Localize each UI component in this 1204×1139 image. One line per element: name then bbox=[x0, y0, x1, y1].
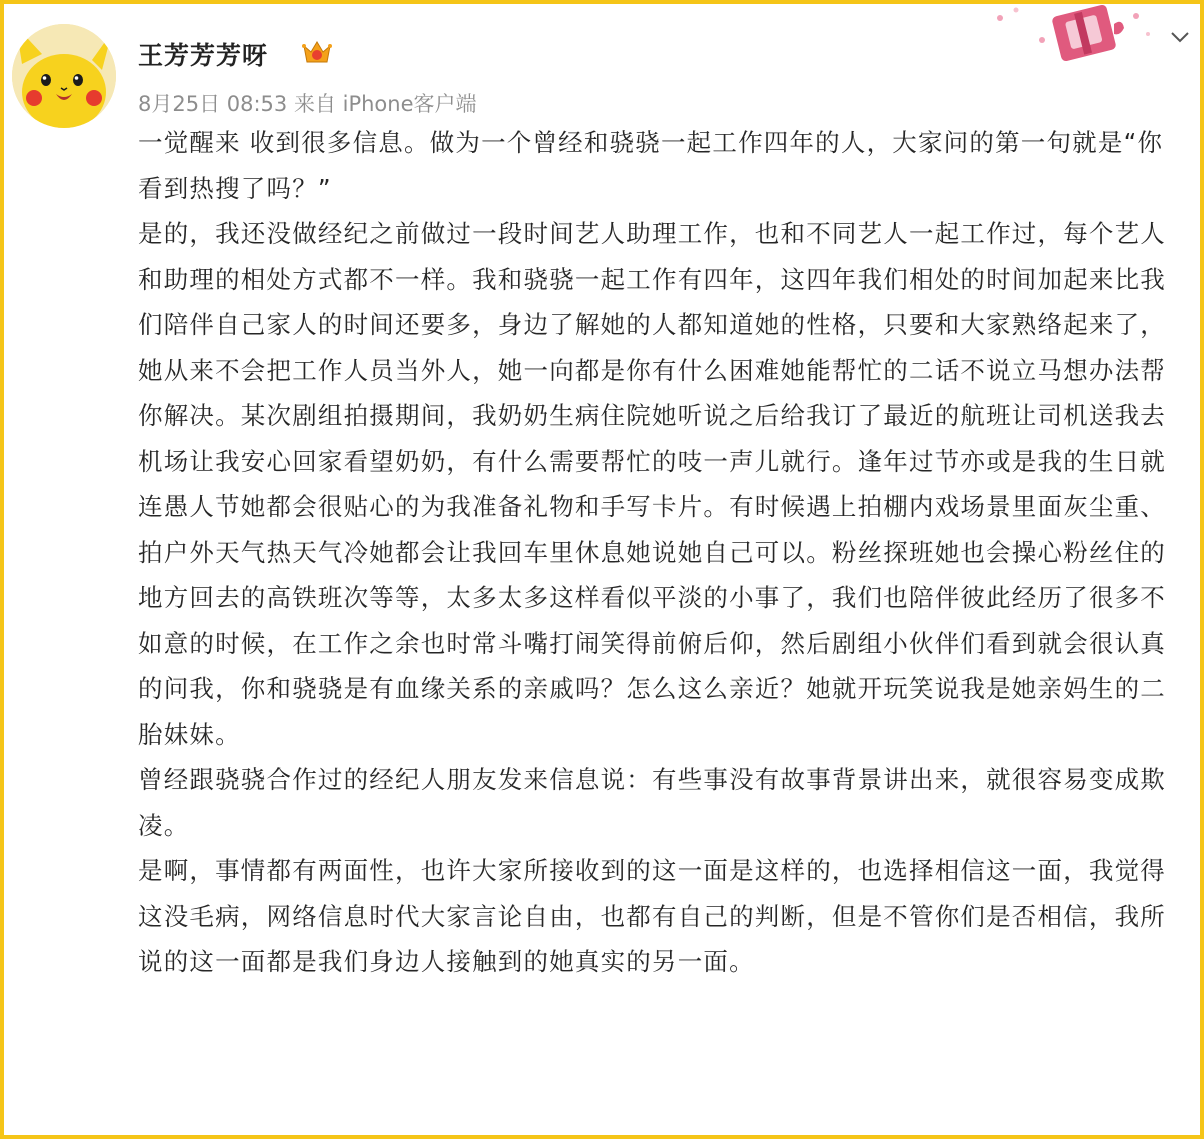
post-body bbox=[138, 120, 1188, 985]
vip-crown-icon[interactable] bbox=[300, 38, 334, 68]
post-meta: 8月25日 08:53 来自 iPhone客户端 bbox=[138, 92, 477, 116]
user-avatar[interactable] bbox=[12, 24, 116, 128]
gift-box-icon bbox=[986, 4, 1156, 64]
post-paragraph-4: 是啊，事情都有两面性，也许大家所接收到的这一面是这样的，也选择相信这一面，我觉得这没毛病，网络信息时代大家言论自由，也都有自己的判断，但是不管你们是否相信，我所说的这一面都是我们身边人接触到的她真实的另一面。 bbox=[138, 856, 1166, 976]
pikachu-avatar-image bbox=[12, 24, 116, 128]
weibo-post-card bbox=[4, 4, 1200, 1135]
post-paragraph-2: 是的，我还没做经纪之前做过一段时间艺人助理工作，也和不同艺人一起工作过，每个艺人和助理的相处方式都不一样。我和骁骁一起工作有四年，这四年我们相处的时间加起来比我们陪伴自己家人的时间还要多，身边了解她的人都知道她的性格，只要和大家熟络起来了，她从来不会把工作人员当外人，她一向都是你有什么困难她能帮忙的二话不说立马想办法帮你解决。某次剧组拍摄期间，我奶奶生病住院她听说之后给我订了最近的航班让司机送我去机场让我安心回家看望奶奶，有什么需要帮忙的吱一声儿就行。逢年过节亦或是我的生日就连愚人节她都会很贴心的为我准备礼物和手写卡片。有时候遇上拍棚内戏场景里面灰尘重、拍户外天气热天气冷她都会让我回车里休息她说她自己可以。粉丝探班她也会操心粉丝住的地方回去的高铁班次等等，太多太多这样看似平淡的小事了，我们也陪伴彼此经历了很多不如意的时候，在工作之余也时常斗嘴打闹笑得前俯后仰，然后剧组小伙伴们看到就会很认真的问我，你和骁骁是有血缘关系的亲戚吗？怎么这么亲近？她就开玩笑说我是她亲妈生的二胎妹妹。 bbox=[138, 219, 1166, 749]
chevron-down-icon[interactable] bbox=[1170, 26, 1190, 46]
post-paragraph-3: 曾经跟骁骁合作过的经纪人朋友发来信息说：有些事没有故事背景讲出来，就很容易变成欺凌。 bbox=[138, 765, 1166, 840]
post-paragraph-1: 一觉醒来 收到很多信息。做为一个曾经和骁骁一起工作四年的人，大家问的第一句就是“你看到热搜了吗？” bbox=[138, 128, 1164, 203]
username[interactable]: 王芳芳芳呀 bbox=[138, 41, 269, 70]
